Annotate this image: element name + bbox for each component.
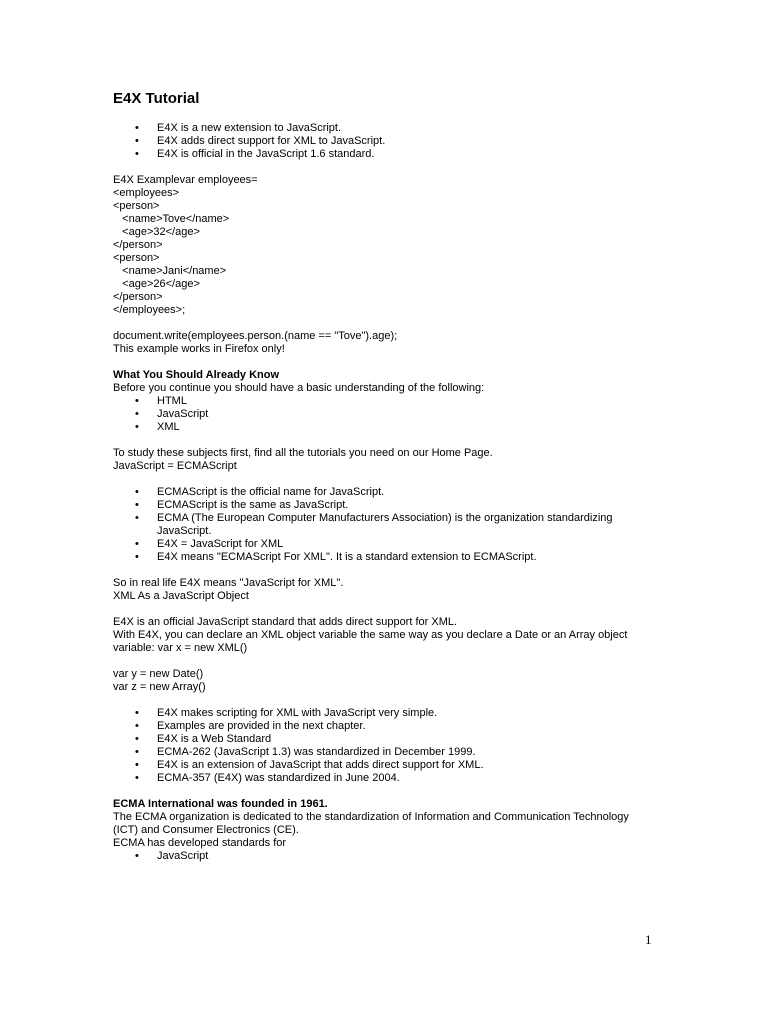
list-item: • E4X is an extension of JavaScript that adds direct support for XML. [113, 759, 653, 772]
code-line: <name>Jani</name> [113, 265, 227, 277]
standards-list [113, 850, 653, 863]
code-line: document.write(employees.person.(name == "Tove").age); [113, 330, 398, 342]
paragraph-line: E4X is an official JavaScript standard that adds direct support for XML. [113, 616, 458, 628]
list-item: • E4X is a Web Standard [113, 733, 653, 746]
list-item: • HTML [113, 395, 653, 408]
list-item: • E4X = JavaScript for XML [113, 538, 653, 551]
paragraph-line: (ICT) and Consumer Electronics (CE). [113, 824, 299, 836]
list-item: • ECMA-262 (JavaScript 1.3) was standardized in December 1999. [113, 746, 653, 759]
list-item: • E4X adds direct support for XML to JavaScript. [113, 135, 653, 148]
code-line: var z = new Array() [113, 681, 206, 693]
paragraph-line: With E4X, you can declare an XML object variable the same way as you declare a Date or an Array object [113, 629, 628, 641]
code-line: <name>Tove</name> [113, 213, 230, 225]
paragraph-line: The ECMA organization is dedicated to the standardization of Information and Communication Technology [113, 811, 629, 823]
code-line: <person> [113, 252, 160, 264]
paragraph-line: Before you continue you should have a basic understanding of the following: [113, 382, 485, 394]
code-line: <age>26</age> [113, 278, 200, 290]
code-line: </person> [113, 239, 163, 251]
paragraph-line: To study these subjects first, find all the tutorials you need on our Home Page. [113, 447, 493, 459]
list-item: • Examples are provided in the next chapter. [113, 720, 653, 733]
section-heading-ecma-international: ECMA International was founded in 1961. [113, 798, 328, 810]
intro-bullet-list [113, 122, 653, 161]
page-title: E4X Tutorial [113, 90, 200, 107]
code-line: <age>32</age> [113, 226, 200, 238]
code-line: </employees>; [113, 304, 186, 316]
code-line: var y = new Date() [113, 668, 204, 680]
list-item: • ECMAScript is the official name for JavaScript. [113, 486, 653, 499]
paragraph-line: So in real life E4X means "JavaScript for XML". [113, 577, 344, 589]
paragraph-line: variable: var x = new XML() [113, 642, 248, 654]
code-line: E4X Examplevar employees= [113, 174, 258, 186]
paragraph-line: ECMA has developed standards for [113, 837, 287, 849]
page-content [113, 90, 653, 863]
code-line: <person> [113, 200, 160, 212]
list-item: • ECMA-357 (E4X) was standardized in June 2004. [113, 772, 653, 785]
list-item: • JavaScript [113, 408, 653, 421]
section-heading-prereq: What You Should Already Know [113, 369, 280, 381]
paragraph-line: JavaScript = ECMAScript [113, 460, 237, 472]
code-example [113, 174, 653, 317]
list-item: • ECMAScript is the same as JavaScript. [113, 499, 653, 512]
list-item: • E4X is official in the JavaScript 1.6 standard. [113, 148, 653, 161]
list-item: • E4X means "ECMAScript For XML". It is a standard extension to ECMAScript. [113, 551, 653, 564]
list-item: • E4X makes scripting for XML with JavaScript very simple. [113, 707, 653, 720]
list-item: • E4X is a new extension to JavaScript. [113, 122, 653, 135]
paragraph-line: This example works in Firefox only! [113, 343, 285, 355]
prereq-list [113, 395, 653, 434]
code-line: </person> [113, 291, 163, 303]
list-item: • JavaScript [113, 850, 653, 863]
list-item: • ECMA (The European Computer Manufacturers Association) is the organization standardizing JavaScript. [113, 512, 653, 538]
ecma-bullet-list [113, 486, 653, 564]
paragraph-line: XML As a JavaScript Object [113, 590, 249, 602]
facts-bullet-list [113, 707, 653, 785]
page-number: 1 [645, 932, 652, 947]
code-line: <employees> [113, 187, 180, 199]
list-item: • XML [113, 421, 653, 434]
